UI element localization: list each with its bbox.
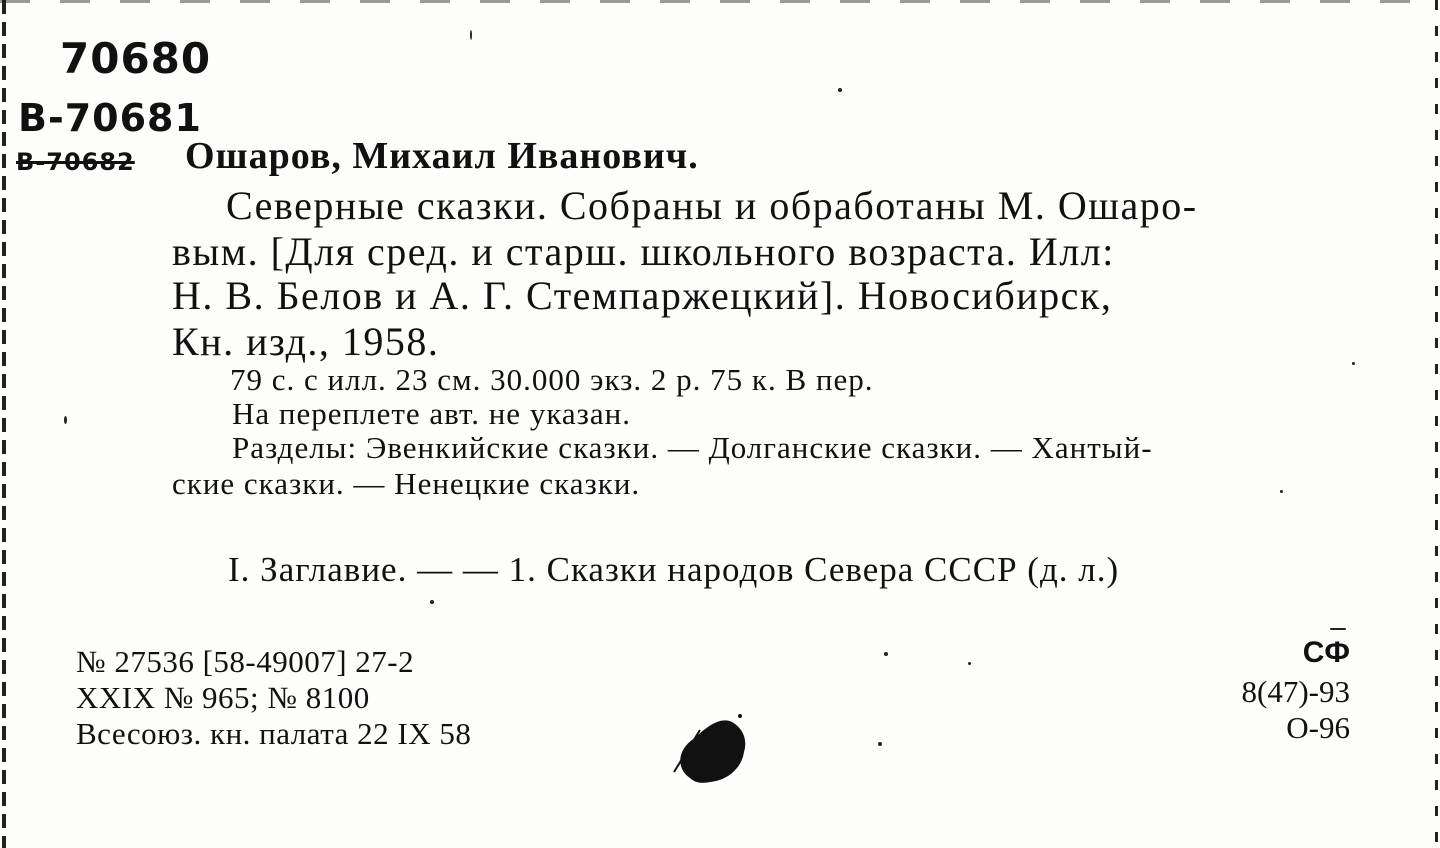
card-left-edge: [2, 0, 6, 848]
footer-right-author-mark: О-96: [1286, 710, 1350, 745]
speck: [1330, 628, 1346, 630]
handwritten-number-2: B-70681: [18, 96, 202, 140]
title-line-4: Кн. изд., 1958.: [172, 319, 440, 364]
title-line-1: Северные сказки. Собраны и обработаны М. Ошаро-: [226, 183, 1198, 228]
footer-left-line-1: № 27536 [58-49007] 27-2: [76, 644, 415, 679]
contents-line-1: Разделы: Эвенкийские сказки. — Долганские сказки. — Хантый-: [232, 430, 1153, 465]
ink-blot-icon: [670, 708, 760, 788]
speck: [1352, 362, 1355, 365]
card-top-edge: [0, 0, 1440, 3]
handwritten-number-3-crossed: B-70682: [16, 148, 135, 176]
speck: [968, 662, 971, 665]
speck: [64, 416, 67, 424]
collation-line: 79 с. с илл. 23 см. 30.000 экз. 2 р. 75 к. В пер.: [230, 362, 874, 397]
card-right-edge: [1435, 0, 1438, 848]
footer-right-code: СФ: [1302, 636, 1350, 669]
speck: [1280, 490, 1283, 493]
handwritten-number-1: 70680: [60, 34, 212, 83]
footer-left-line-2: XXIX № 965; № 8100: [76, 680, 370, 715]
footer-right-classification: 8(47)-93: [1241, 674, 1350, 709]
speck: [884, 652, 888, 656]
footer-left-line-3: Всесоюз. кн. палата 22 IX 58: [76, 716, 472, 751]
title-line-2: вым. [Для сред. и старш. школьного возраста. Илл:: [172, 229, 1115, 274]
speck: [878, 742, 882, 746]
speck: [838, 88, 842, 92]
speck: [470, 30, 472, 40]
author-heading: Ошаров, Михаил Иванович.: [185, 135, 699, 177]
note-line-1: На переплете авт. не указан.: [232, 396, 632, 431]
title-line-3: Н. В. Белов и А. Г. Стемпаржецкий]. Новосибирск,: [172, 273, 1113, 318]
speck: [430, 600, 434, 604]
subject-tracings: I. Заглавие. — — 1. Сказки народов Севера СССР (д. л.): [228, 550, 1120, 589]
contents-line-2: ские сказки. — Ненецкие сказки.: [172, 466, 641, 501]
